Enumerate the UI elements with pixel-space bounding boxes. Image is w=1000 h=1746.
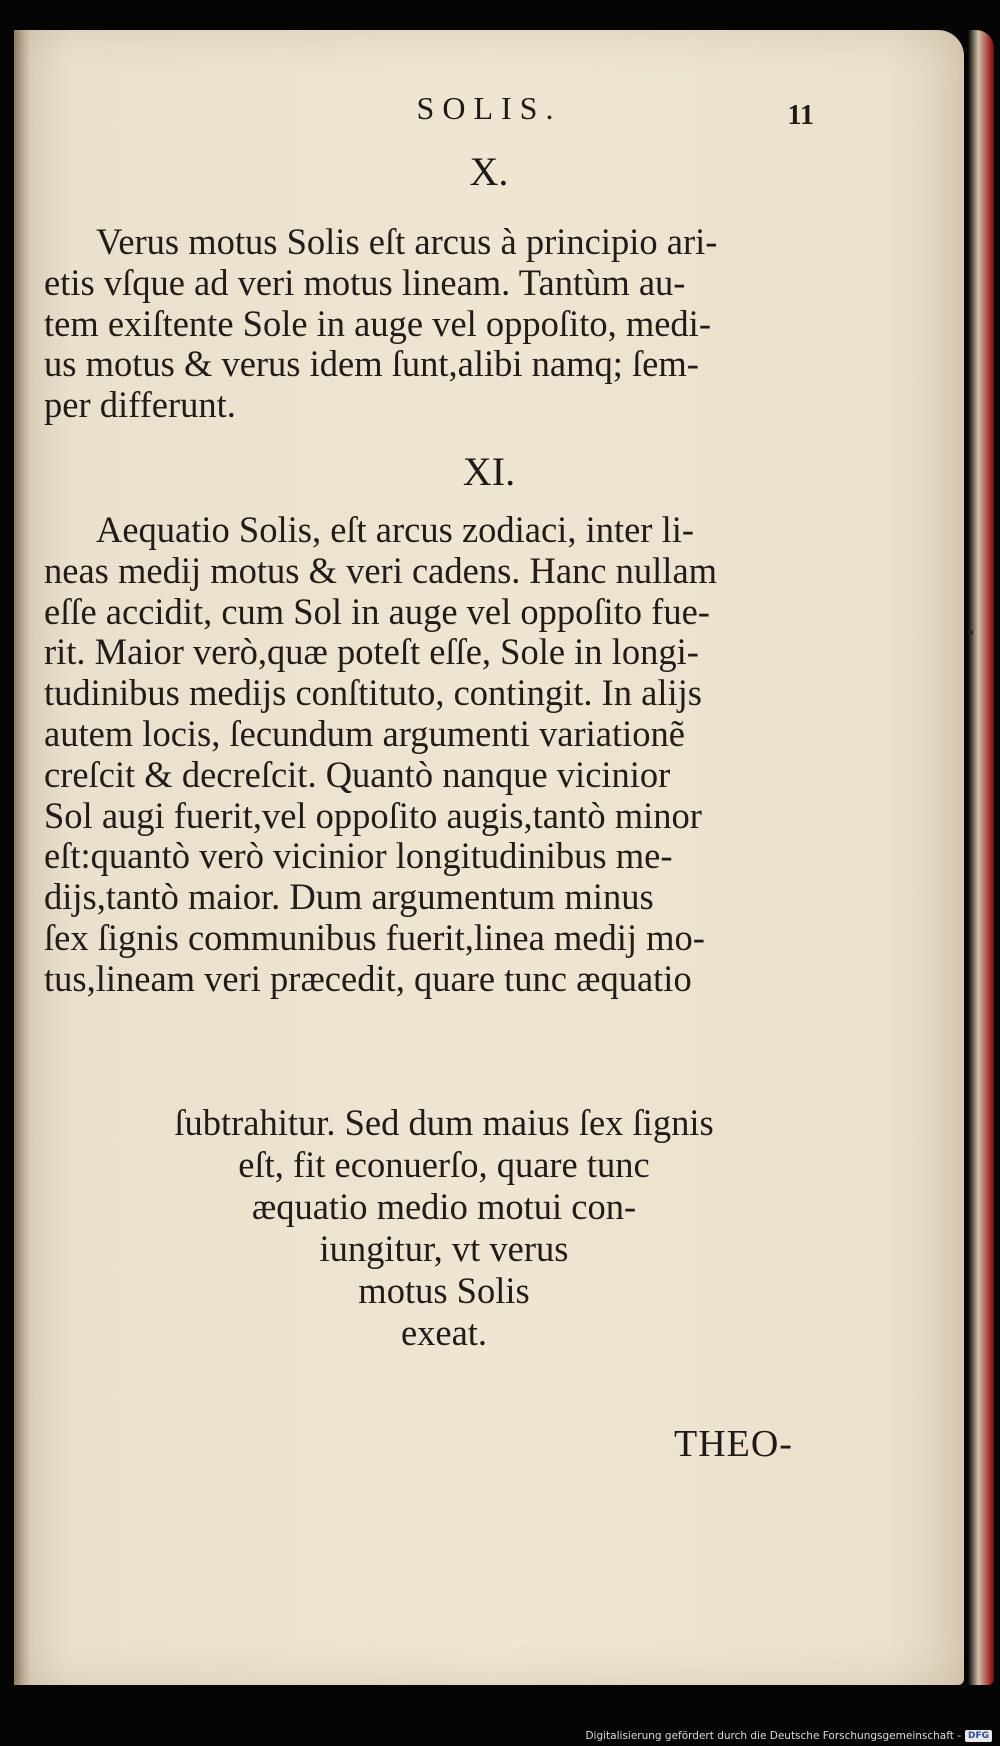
text-line: eſt, fit econuerſo, quare tunc bbox=[238, 1144, 650, 1185]
credit-text: Digitalisierung gefördert durch die Deutsche Forschungsgemeinschaft - bbox=[585, 1730, 961, 1742]
paragraph-x bbox=[44, 222, 814, 426]
text-line: dijs,tantò maior. Dum argumentum minus bbox=[44, 876, 654, 918]
text-line: æquatio medio motui con- bbox=[251, 1186, 637, 1227]
text-line: tudinibus medijs conſtituto, contingit. In alijs bbox=[44, 672, 702, 714]
catchword: THEO- bbox=[674, 1423, 793, 1465]
text-line: eſſe accidit, cum Sol in auge vel oppoſito fue- bbox=[44, 590, 710, 632]
page-number: 11 bbox=[787, 100, 814, 131]
text-line: ſubtrahitur. Sed dum maius ſex ſignis bbox=[174, 1102, 714, 1143]
text-line: rit. Maior verò,quæ poteſt eſſe, Sole in longi- bbox=[44, 631, 699, 673]
text-line: Sol augi fuerit,vel oppoſito augis,tantò minor bbox=[44, 794, 702, 836]
text-line: etis vſque ad veri motus lineam. Tantùm au- bbox=[44, 261, 686, 303]
digitization-credit bbox=[585, 1730, 992, 1742]
text-line: tus,lineam veri præcedit, quare tunc æquatio bbox=[44, 957, 692, 999]
dfg-logo: DFG bbox=[965, 1730, 992, 1742]
running-title: SOLIS. bbox=[416, 90, 562, 126]
text-line: Verus motus Solis eſt arcus à principio ari- bbox=[96, 221, 718, 262]
text-line: tem exiſtente Sole in auge vel oppoſito, medi- bbox=[44, 302, 711, 344]
text-line: neas medij motus & veri cadens. Hanc nullam bbox=[44, 549, 718, 591]
text-line: exeat. bbox=[400, 1312, 488, 1353]
text-line: iungitur, vt verus bbox=[319, 1228, 569, 1269]
book-edge bbox=[968, 30, 994, 1685]
text-line: eſt:quantò verò vicinior longitudinibus me- bbox=[44, 835, 673, 877]
text-line: per differunt. bbox=[44, 384, 236, 426]
text-line: Aequatio Solis, eſt arcus zodiaci, inter li- bbox=[96, 509, 695, 550]
section-number-xi: XI. bbox=[462, 449, 516, 494]
text-line: autem locis, ſecundum argumenti variationẽ bbox=[44, 712, 685, 754]
book-page bbox=[14, 30, 964, 1685]
text-line: creſcit & decreſcit. Quantò nanque vicinior bbox=[44, 753, 671, 795]
text-line: motus Solis bbox=[358, 1270, 530, 1311]
text-line: ſex ſignis communibus fuerit,linea medij mo- bbox=[44, 916, 705, 958]
text-line: us motus & verus idem ſunt,alibi namq; ſem- bbox=[44, 343, 699, 385]
tapered-text-block bbox=[14, 1102, 874, 1354]
paragraph-xi bbox=[44, 510, 814, 1000]
section-number-x: X. bbox=[469, 149, 509, 194]
ink-speck bbox=[968, 630, 973, 635]
